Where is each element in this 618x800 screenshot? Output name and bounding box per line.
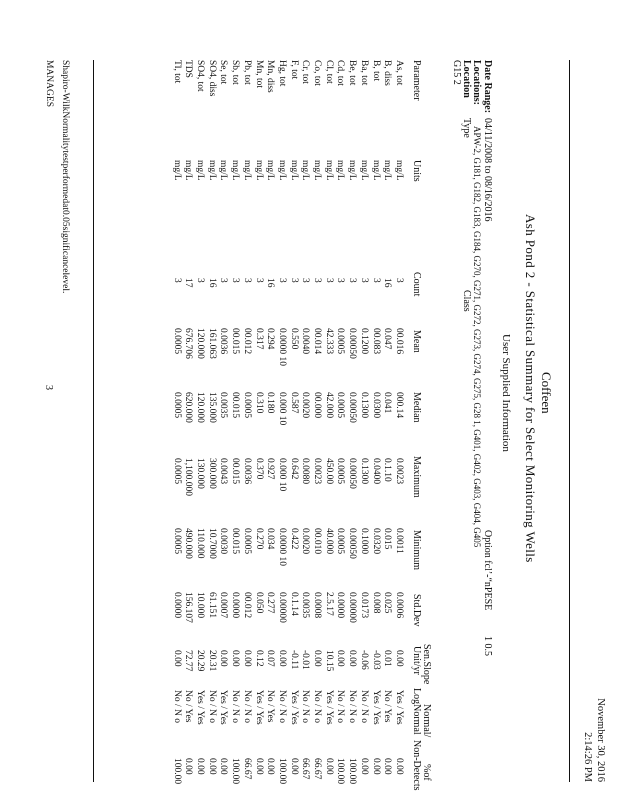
table-cell: mg/L <box>347 160 358 181</box>
table-cell: 0.0005 <box>335 328 346 355</box>
col-lognormal: LogNormal <box>411 688 422 735</box>
table-cell: 3 <box>370 278 381 283</box>
table-cell: 0.0000 <box>171 592 182 619</box>
table-cell: mg/L <box>206 160 217 181</box>
table-cell: Yes / Yes <box>394 690 404 725</box>
table-cell: 120.000 <box>195 328 206 359</box>
col-stddev: Std.Dev <box>411 594 422 627</box>
table-cell: 0.0000 10 <box>277 528 287 566</box>
table-cell: Co, tot <box>312 60 323 86</box>
table-cell: Yes / Yes <box>218 690 229 725</box>
table-cell: 300.000 <box>206 458 217 489</box>
table-cell: 00.010 <box>312 528 323 555</box>
table-cell: mg/L <box>394 160 404 181</box>
table-cell: 0.0043 <box>218 458 229 485</box>
table-cell: 0.00050 <box>347 392 358 423</box>
table-cell: mg/L <box>300 160 311 181</box>
table-cell: 66.67 <box>300 758 311 780</box>
table-cell: 10.000 <box>195 592 206 619</box>
table-cell: Mn, diss <box>265 60 276 93</box>
col-sen-slope: Sen.Slope <box>421 644 432 685</box>
col-nondetects: Non-Detects <box>411 740 422 791</box>
table-cell: 100.00 <box>335 758 346 785</box>
table-cell: 0.00 <box>394 758 404 775</box>
table-cell: 3 <box>335 278 346 283</box>
table-cell: 0.00 <box>288 758 299 775</box>
table-cell: 0.12 <box>253 650 264 667</box>
table-cell: Yes / Yes <box>370 690 381 725</box>
table-cell: Tl, tot <box>171 60 182 84</box>
table-cell: TDS <box>183 60 194 78</box>
type-label: Type <box>461 118 472 138</box>
top-rule <box>569 60 570 782</box>
table-cell: -0.03 <box>370 650 381 670</box>
table-cell: 00.083 <box>370 328 381 355</box>
table-cell: 100.00 <box>347 758 358 785</box>
table-cell: 20.29 <box>195 650 206 672</box>
table-cell: 100.00 <box>277 758 287 785</box>
table-cell: No / N o <box>171 690 182 723</box>
table-cell: 0.00 <box>195 758 206 775</box>
table-cell: 0.00 <box>323 758 334 775</box>
table-cell: 3 <box>347 278 358 283</box>
table-cell: 0.00 <box>218 650 229 667</box>
table-cell: 0.0005 <box>171 458 182 485</box>
table-cell: 120.000 <box>195 392 206 423</box>
table-cell: 17 <box>183 278 194 288</box>
table-cell: 0.0005 <box>171 528 182 555</box>
table-cell: 0.0006 <box>394 592 404 619</box>
table-cell: 0.0005 <box>241 392 252 419</box>
table-cell: 0.0005 <box>171 392 182 419</box>
col-maximum: Maximum <box>411 456 422 498</box>
table-cell: 0.034 <box>265 528 276 550</box>
table-cell: 0.008 <box>370 592 381 614</box>
table-cell: 3 <box>300 278 311 283</box>
table-cell: 0.00 <box>335 650 346 667</box>
table-cell: 00.012 <box>241 328 252 355</box>
table-cell: 00.015 <box>230 528 241 555</box>
table-cell: 0.00 <box>253 758 264 775</box>
table-cell: mg/L <box>183 160 194 181</box>
class-label: Class <box>461 290 472 312</box>
col-count: Count <box>411 272 422 297</box>
table-cell: 16 <box>206 278 217 288</box>
table-cell: 00.016 <box>394 328 404 355</box>
table-cell: 450.00 <box>323 458 334 485</box>
table-cell: 0.1300 <box>358 392 369 419</box>
table-cell: mg/L <box>230 160 241 181</box>
table-cell: 490.000 <box>183 528 194 559</box>
table-cell: 0.0011 <box>394 528 404 554</box>
col-nd-pct: %of <box>421 764 432 781</box>
report-date: November 30, 2016 <box>595 698 606 782</box>
table-cell: 0.0173 <box>358 592 369 619</box>
table-cell: 3 <box>195 278 206 283</box>
table-cell: 0.550 <box>288 328 299 350</box>
location-label: Location <box>461 60 472 98</box>
table-cell: 0.422 <box>288 528 299 550</box>
table-cell: 0.00050 <box>347 528 358 559</box>
table-cell: Ba, tot <box>358 60 369 86</box>
table-cell: SO4, diss <box>206 60 217 97</box>
col-minimum: Minimum <box>411 530 422 571</box>
table-cell: 0.0008 <box>312 592 323 619</box>
table-cell: Yes / Yes <box>253 690 264 725</box>
table-cell: 0.07 <box>265 650 276 667</box>
table-cell: SO4, tot <box>195 60 206 92</box>
location-value: G15 2 <box>451 60 462 85</box>
table-cell: 3 <box>253 278 264 283</box>
table-cell: Cr, tot <box>300 60 311 84</box>
col-sen-unit: Unit/yr <box>411 646 422 675</box>
col-parameter: Parameter <box>411 60 422 101</box>
table-cell: 0.0300 <box>370 392 381 419</box>
table-cell: 42.000 <box>323 392 334 419</box>
table-cell: 3 <box>241 278 252 283</box>
table-cell: 0.0005 <box>241 528 252 555</box>
table-cell: 0.0080 <box>300 458 311 485</box>
table-cell: 0.0000 10 <box>277 328 287 366</box>
table-cell: 00.000 <box>312 392 323 419</box>
date-range-value: 04/11/2008 to 08/16/2016 <box>482 118 493 222</box>
table-cell: 0.0400 <box>370 458 381 485</box>
col-mean: Mean <box>411 330 422 353</box>
table-cell: 0.370 <box>253 458 264 480</box>
table-cell: 0.270 <box>253 528 264 550</box>
table-cell: 0.294 <box>265 328 276 350</box>
table-cell: 676.706 <box>183 328 194 359</box>
table-cell: Cd, tot <box>335 60 346 86</box>
table-cell: 00.014 <box>312 328 323 355</box>
report-subtitle: User Supplied Information <box>500 334 512 452</box>
table-cell: mg/L <box>277 160 287 181</box>
table-cell: 0.00 <box>218 758 229 775</box>
table-cell: 10.7000 <box>206 528 217 559</box>
table-cell: 0.00 <box>358 758 369 775</box>
table-cell: 0.0030 <box>218 528 229 555</box>
site-name: Coffeen <box>539 372 554 414</box>
table-cell: 0.0036 <box>218 328 229 355</box>
table-cell: 0.277 <box>265 592 276 614</box>
table-cell: 0.1.14 <box>288 592 299 616</box>
table-cell: Yes / Yes <box>323 690 334 725</box>
option-value: 1 0.5 <box>482 636 493 656</box>
table-cell: No / N o <box>230 690 241 723</box>
table-cell: mg/L <box>335 160 346 181</box>
table-cell: No / N o <box>241 690 252 723</box>
table-cell: 0.000 10 <box>277 458 287 492</box>
table-cell: 0.00 <box>171 650 182 667</box>
table-cell: 00.015 <box>230 328 241 355</box>
table-cell: 0.1300 <box>358 458 369 485</box>
table-cell: mg/L <box>241 160 252 181</box>
table-cell: No / Yes <box>382 690 393 723</box>
report-time: 2:14:26 PM <box>582 732 593 782</box>
table-cell: 0.0000 <box>335 592 346 619</box>
table-cell: Pb, tot <box>241 60 252 85</box>
table-cell: 161.063 <box>206 328 217 359</box>
table-cell: 0.0005 <box>335 392 346 419</box>
table-cell: 3 <box>218 278 229 283</box>
table-cell: mg/L <box>358 160 369 181</box>
table-cell: No / N o <box>312 690 323 723</box>
table-cell: mg/L <box>382 160 393 181</box>
col-median: Median <box>411 392 422 423</box>
table-cell: -0.01 <box>300 650 311 670</box>
table-cell: 72.77 <box>183 650 194 672</box>
table-cell: 0.00 <box>183 758 194 775</box>
table-cell: 3 <box>288 278 299 283</box>
table-cell: As, tot <box>394 60 404 86</box>
table-cell: 00.015 <box>230 392 241 419</box>
table-cell: 0.015 <box>382 528 393 550</box>
table-cell: 620.000 <box>183 392 194 423</box>
table-cell: 0.1200 <box>358 328 369 355</box>
table-cell: B, tot <box>370 60 381 82</box>
table-cell: 40.000 <box>323 528 334 555</box>
table-cell: 0.00050 <box>347 458 358 489</box>
table-cell: 1,100.000 <box>183 458 194 496</box>
table-cell: 66.67 <box>312 758 323 780</box>
table-cell: 3 <box>323 278 334 283</box>
table-cell: 130.000 <box>195 458 206 489</box>
table-cell: 0.00 <box>265 758 276 775</box>
table-cell: 0.00 <box>206 758 217 775</box>
table-cell: No / N o <box>358 690 369 723</box>
table-cell: 0.0036 <box>241 458 252 485</box>
table-cell: 0.00 <box>347 650 358 667</box>
table-cell: 0.0020 <box>300 392 311 419</box>
table-cell: No / N o <box>206 690 217 723</box>
table-cell: 16 <box>265 278 276 288</box>
table-cell: mg/L <box>265 160 276 181</box>
table-cell: 0.0023 <box>394 458 404 485</box>
table-cell: mg/L <box>195 160 206 181</box>
table-cell: 135.000 <box>206 392 217 423</box>
table-cell: 0.00 <box>241 650 252 667</box>
table-cell: 42.333 <box>323 328 334 355</box>
table-cell: No / N o <box>347 690 358 723</box>
report-title: Ash Pond 2 - Statistical Summary for Select Monitoring Wells <box>523 214 538 563</box>
table-cell: No / N o <box>277 690 287 723</box>
table-cell: Yes / Yes <box>288 690 299 725</box>
table-cell: 0.025 <box>382 592 393 614</box>
footer-code: MANAGES <box>44 60 54 107</box>
table-cell: 0.587 <box>288 392 299 414</box>
table-cell: 0.0020 <box>300 528 311 555</box>
table-cell: 0.00 <box>230 650 241 667</box>
table-cell: 20.31 <box>206 650 217 672</box>
table-cell: 10.15 <box>323 650 334 672</box>
table-cell: Be, tot <box>347 60 358 86</box>
table-cell: Hg, tot <box>277 60 287 87</box>
option-label: Option fcl’-“nPESE <box>482 530 493 611</box>
table-cell: 0.01 <box>382 650 393 667</box>
table-cell: 0.310 <box>253 392 264 414</box>
table-cell: 0.00 <box>312 650 323 667</box>
table-cell: Se, tot <box>218 60 229 85</box>
table-cell: -0.06 <box>358 650 369 670</box>
table-cell: 3 <box>171 278 182 283</box>
table-cell: -0.11 <box>288 650 299 670</box>
table-cell: 66.67 <box>241 758 252 780</box>
table-cell: 00.012 <box>241 592 252 619</box>
table-cell: 0.050 <box>253 592 264 614</box>
table-cell: Yes / Yes <box>195 690 206 725</box>
table-cell: 3 <box>277 278 287 283</box>
table-cell: mg/L <box>171 160 182 181</box>
table-cell: mg/L <box>323 160 334 181</box>
col-units: Units <box>411 160 422 182</box>
table-cell: 3 <box>394 278 404 283</box>
locations-label: Locations: <box>471 60 482 105</box>
table-cell: 100.00 <box>230 758 241 785</box>
table-cell: 0.0023 <box>312 458 323 485</box>
table-cell: 156.107 <box>183 592 194 623</box>
table-cell: 16 <box>382 278 393 288</box>
table-cell: Cl, tot <box>323 60 334 84</box>
table-cell: 0.0007 <box>218 592 229 619</box>
table-cell: 0.0000 <box>230 592 241 619</box>
table-cell: Sb, tot <box>230 60 241 85</box>
col-normal: Normal/ <box>421 704 432 738</box>
table-cell: F, tot <box>288 60 299 80</box>
table-cell: B, diss <box>382 60 393 86</box>
table-cell: 3 <box>312 278 323 283</box>
table-cell: Mn, tot <box>253 60 264 88</box>
table-cell: 2.5.17 <box>323 592 334 616</box>
table-cell: No / N o <box>335 690 346 723</box>
table-cell: 00.015 <box>230 458 241 485</box>
table-cell: 110.000 <box>195 528 206 559</box>
table-cell: No / N o <box>300 690 311 723</box>
table-cell: 0.041 <box>382 392 393 414</box>
table-cell: 000.14 <box>394 392 404 419</box>
table-cell: 0.000 10 <box>277 392 287 426</box>
bottom-rule <box>93 60 94 782</box>
table-cell: 61.151 <box>206 592 217 619</box>
table-cell: 3 <box>358 278 369 283</box>
table-cell: 0.1.10 <box>382 458 393 482</box>
table-cell: 0.00000 <box>347 592 358 623</box>
date-range-label: Date Range: <box>482 60 493 114</box>
table-cell: 0.0320 <box>370 528 381 555</box>
table-cell: 0.1000 <box>358 528 369 555</box>
table-cell: 0.317 <box>253 328 264 350</box>
table-cell: No / Yes <box>265 690 276 723</box>
table-cell: mg/L <box>370 160 381 181</box>
table-cell: 0.180 <box>265 392 276 414</box>
table-cell: mg/L <box>312 160 323 181</box>
table-cell: 0.00 <box>277 650 287 667</box>
table-cell: 0.0040 <box>300 328 311 355</box>
table-cell: 0.00 <box>370 758 381 775</box>
table-cell: 0.0035 <box>300 592 311 619</box>
table-cell: 0.0005 <box>171 328 182 355</box>
table-cell: 0.0035 <box>218 392 229 419</box>
table-cell: 0.0005 <box>335 458 346 485</box>
table-cell: No / Yes <box>183 690 194 723</box>
table-cell: 0.642 <box>288 458 299 480</box>
table-cell: 3 <box>230 278 241 283</box>
table-cell: 0.00 <box>382 758 393 775</box>
table-cell: 0.0005 <box>335 528 346 555</box>
table-cell: 0.927 <box>265 458 276 480</box>
table-cell: 100.00 <box>171 758 182 785</box>
table-cell: 0.00 <box>394 650 404 667</box>
table-cell: mg/L <box>218 160 229 181</box>
table-cell: 0.047 <box>382 328 393 350</box>
footnote: Shapiro-WilkNormalitytestperformedat0.05significancelevel. <box>60 60 70 294</box>
table-cell: 0.00050 <box>347 328 358 359</box>
page-number: 3 <box>43 385 54 390</box>
table-cell: mg/L <box>253 160 264 181</box>
locations-value: APW-2, G181, G182, G183, G184, G270, G271, G272, G273, G274, G275, G28 1, G401, G402, G403, G404, G405 <box>472 126 482 548</box>
table-cell: 0.00000 <box>277 592 287 623</box>
table-cell: mg/L <box>288 160 299 181</box>
